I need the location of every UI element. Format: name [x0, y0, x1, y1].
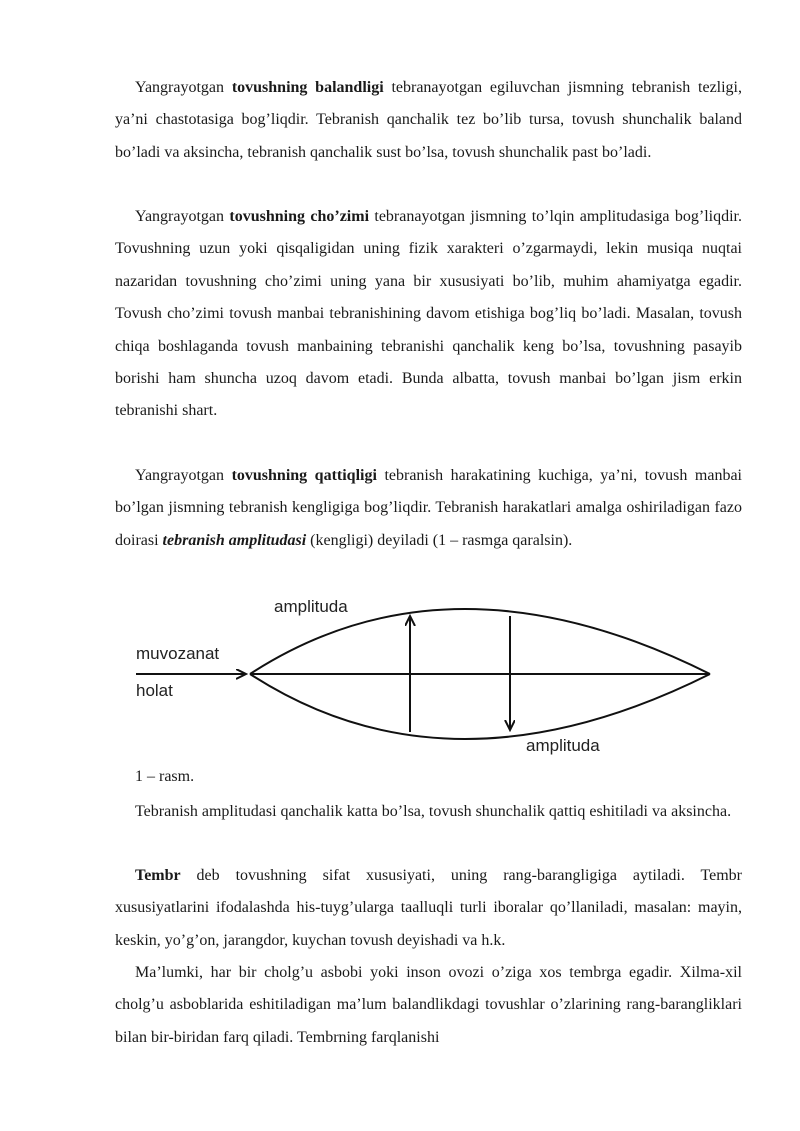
text-run: tebranayotgan egiluvchan jismning tebranish tezligi, ya’ni chastotasiga bog’liqdir. Tebranish qanchalik tez bo’lib tursa, tovush shunchalik baland bo’ladi va aksincha, tebranish qanchalik sust bo’lsa, tovush shunchalik past bo’ladi. — [115, 79, 743, 161]
label-equilibrium-line2: holat — [136, 681, 173, 700]
text-run: Yangrayotgan — [135, 79, 232, 96]
text-run: Ma’lumki, har bir cholg’u asbobi yoki inson ovozi o’ziga xos tembrga egadir. Xilma-xil cholg’u asboblarida eshitiladigan ma’lum balandlikdagi tovushlar o’zlarining rang-barangliklari bilan bir-biridan farq qiladi. Tembrning farqlanishi — [115, 964, 742, 1046]
term-duration: tovushning cho’zimi — [229, 208, 370, 225]
term-pitch: tovushning balandligi — [231, 79, 384, 96]
paragraph-duration — [115, 201, 742, 428]
text-run: deb tovushning sifat xususiyati, uning rang-barangligiga aytiladi. Tembr xususiyatlarini ifodalashda his-tuyg’ularga taalluqli turli iboralar qo’llaniladi, masalan: mayin, keskin, yo’g’on, jarangdor, kuychan tovush deyishadi va h.k. — [115, 867, 742, 949]
paragraph-amplitude-effect — [115, 796, 742, 828]
lower-wave-curve — [250, 674, 710, 739]
label-amplitude-bottom: amplituda — [526, 736, 600, 755]
text-run: tebranish harakatining kuchiga, ya’ni, tovush manbai bo’lgan jismning tebranish kengligiga bog’liqdir. Tebranish harakatlari amalga oshiriladigan fazo doirasi — [115, 467, 743, 549]
text-run: Tebranish amplitudasi qanchalik katta bo’lsa, tovush shunchalik qattiq eshitiladi va aksincha. — [135, 803, 732, 820]
text-run: (kengligi) deyiladi (1 – rasmga qaralsin). — [306, 531, 573, 549]
amplitude-figure — [130, 596, 730, 756]
upper-wave-curve — [250, 609, 710, 674]
text-run: Yangrayotgan — [135, 208, 230, 225]
term-timbre: Tembr — [135, 867, 181, 884]
term-amplitude-italic: tebranish amplitudasi — [162, 531, 307, 549]
term-loudness: tovushning qattiqligi — [231, 467, 377, 484]
paragraph-timbre — [115, 860, 742, 957]
paragraph-instruments — [115, 957, 742, 1054]
paragraph-pitch — [115, 72, 742, 169]
figure-caption: 1 – rasm. — [135, 768, 195, 785]
label-equilibrium-line1: muvozanat — [136, 644, 220, 663]
label-amplitude-top: amplituda — [274, 597, 348, 616]
paragraph-loudness — [115, 460, 742, 557]
term-amplitude — [163, 532, 307, 549]
text-run: tebranayotgan jismning to’lqin amplitudasiga bog’liqdir. Tovushning uzun yoki qisqaligidan uning fizik xarakteri o’zgarmaydi, lekin musiqa nuqtai nazaridan tovushning cho’zimi uning yana bir xususiyati bo’lib, muhim ahamiyatga egadir. Tovush cho’zimi tovush manbai tebranishining davom etishiga bog’liq bo’ladi. Masalan, tovush chiqa boshlaganda tovush manbaining tebranishi qanchalik keng bo’lsa, tovushning pasayib borishi ham shuncha uzoq davom etadi. Bunda albatta, tovush manbai bo’lgan jism erkin tebranishi shart. — [115, 208, 742, 420]
text-run: Yangrayotgan — [135, 467, 232, 484]
